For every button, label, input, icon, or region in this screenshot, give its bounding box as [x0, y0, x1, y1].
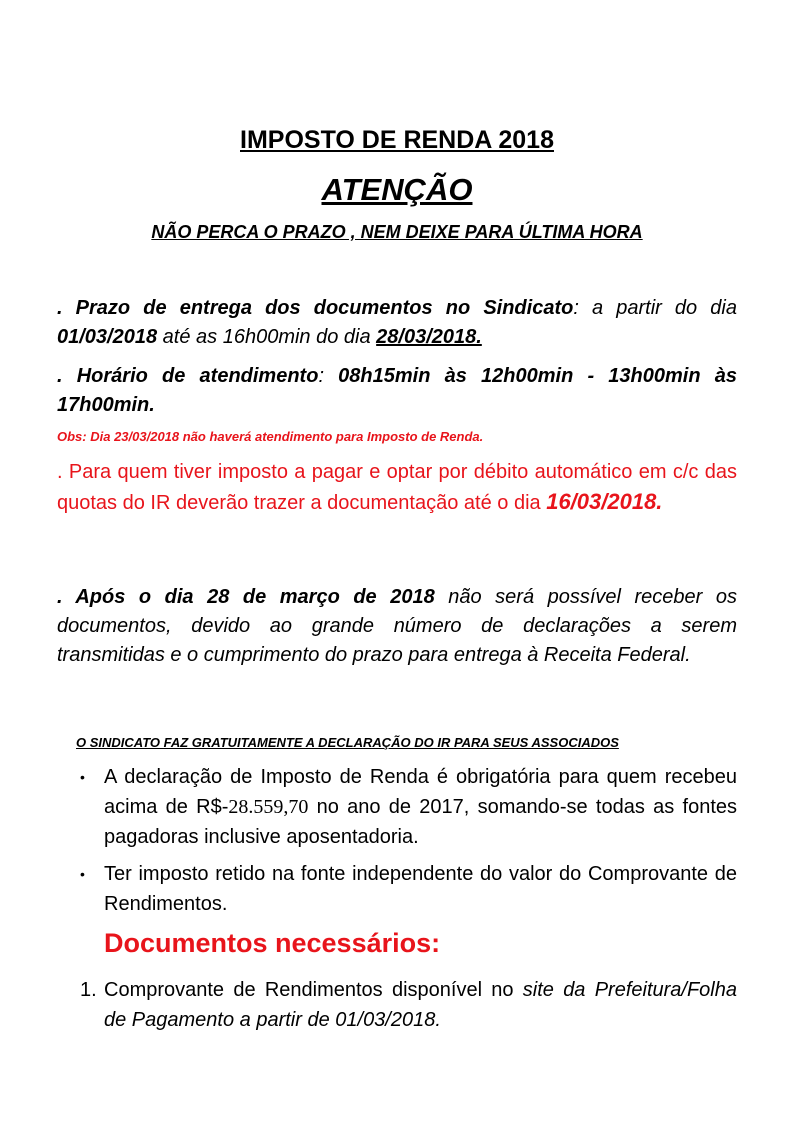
service-hours-value: 08h15min às 12h00min - 13h00min às 17h00min. [57, 365, 737, 416]
after-deadline-paragraph [57, 583, 737, 670]
attention-heading: ATENÇÃO [321, 172, 473, 207]
list-item: Ter imposto retido na fonte independente do valor do Comprovante de Rendimentos. [104, 863, 737, 915]
income-threshold: 28.559,70 [228, 796, 309, 818]
bullet-text-a: A declaração de Imposto de Renda é obrigatória para quem recebeu acima de R$- [104, 766, 737, 818]
auto-debit-text: . Para quem tiver imposto a pagar e optar por débito automático em c/c das quotas do IR deverão trazer a documentação até o dia [57, 461, 737, 514]
bullet-icon: • [80, 866, 85, 882]
associates-heading: O SINDICATO FAZ GRATUITAMENTE A DECLARAÇÃO DO IR PARA SEUS ASSOCIADOS [76, 735, 619, 750]
service-hours-label: . Horário de atendimento [57, 365, 319, 387]
delivery-deadline-label: . Prazo de entrega dos documentos no Sindicato [57, 297, 574, 319]
service-hours-colon: : [318, 365, 339, 387]
deadline-warning: NÃO PERCA O PRAZO , NEM DEIXE PARA ÚLTIMA HORA [151, 222, 643, 242]
delivery-deadline-text-b: até as 16h00min do dia [157, 326, 377, 348]
document-text-b: site da Prefeitura/Folha de Pagamento a partir de 01/03/2018. [104, 979, 737, 1031]
delivery-deadline-paragraph [57, 294, 737, 352]
delivery-start-date: 01/03/2018 [57, 326, 158, 348]
service-hours-paragraph [57, 362, 737, 420]
page-title: IMPOSTO DE RENDA 2018 [240, 126, 554, 154]
auto-debit-date: 16/03/2018. [546, 489, 663, 514]
list-item [104, 975, 737, 1035]
delivery-end-date: 28/03/2018. [376, 326, 482, 348]
after-deadline-label: . Após o dia 28 de março de 2018 [57, 586, 435, 608]
bullet-text-b: no ano de 2017, somando-se todas as fontes pagadoras inclusive aposentadoria. [104, 796, 737, 848]
observation-note: Obs: Dia 23/03/2018 não haverá atendimento para Imposto de Renda. [57, 429, 484, 444]
bullet-icon: • [80, 769, 85, 785]
auto-debit-paragraph [57, 458, 737, 518]
list-item [104, 762, 737, 852]
document-text-a: Comprovante de Rendimentos disponível no [104, 979, 523, 1001]
documents-heading: Documentos necessários: [104, 928, 441, 958]
after-deadline-text: não será possível receber os documentos, devido ao grande número de declarações a serem transmitidas e o cumprimento do prazo para entrega à Receita Federal. [57, 586, 737, 666]
list-number: 1. [80, 979, 97, 1001]
delivery-deadline-text-a: : a partir do dia [573, 297, 737, 319]
